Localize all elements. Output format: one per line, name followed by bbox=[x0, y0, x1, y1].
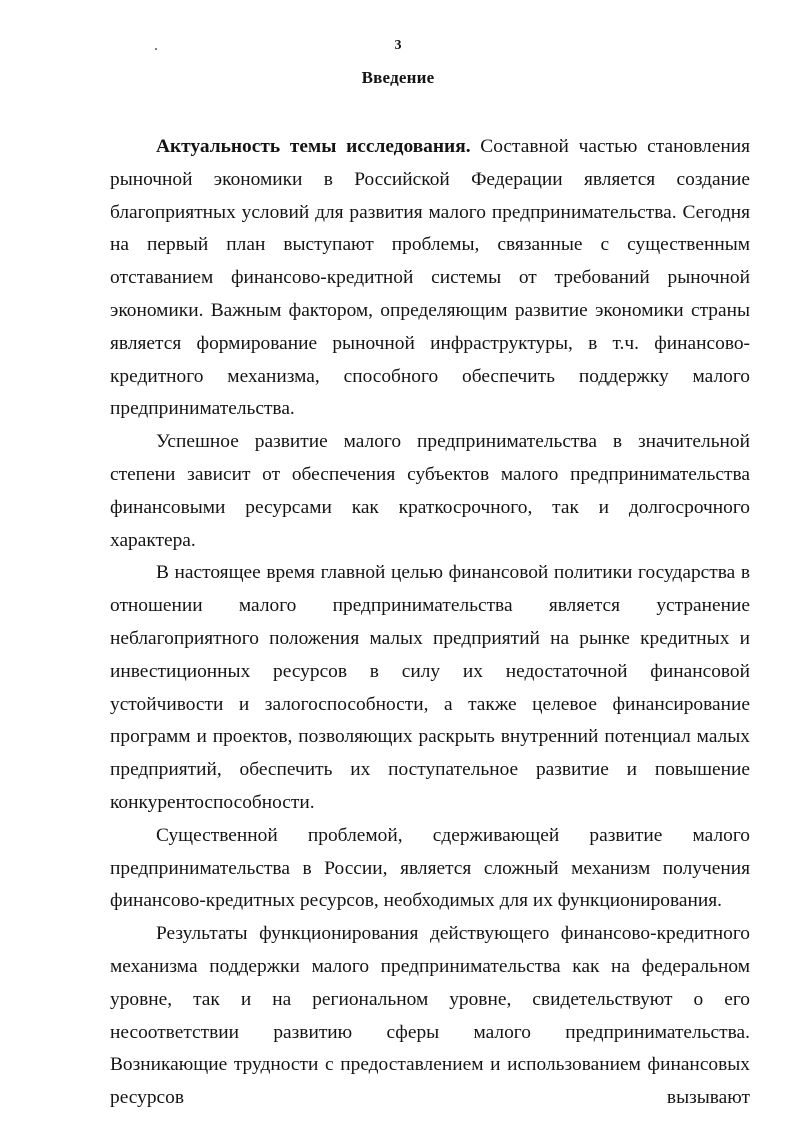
paragraph: В настоящее время главной целью финансовой политики государства в отношении малого предпринимательства является устранение неблагоприятного положения малых предприятий на рынке кредитных и инвестиционных ресурсов в силу их недостаточной финансовой устойчивости и залогоспособности, а также целевое финансирование программ и проектов, позволяющих раскрыть внутренний потенциал малых предприятий, обеспечить их поступательное развитие и повышение конкурентоспособности. bbox=[110, 562, 750, 813]
paragraph: Существенной проблемой, сдерживающей развитие малого предпринимательства в России, является сложный механизм получения финансово-кредитных ресурсов, необходимых для их функционирования. bbox=[110, 824, 750, 912]
paragraph: Результаты функционирования действующего финансово-кредитного механизма поддержки малого предпринимательства как на федеральном уровне, так и на региональном уровне, свидетельствуют о его несоответствии развитию сферы малого предпринимательства. Возникающие трудности с предоставлением и использованием финансовых ресурсов вызывают bbox=[110, 923, 750, 1109]
page-number: 3 bbox=[394, 38, 402, 53]
paragraph: Успешное развитие малого предпринимательства в значительной степени зависит от обеспечения субъектов малого предпринимательства финансовыми ресурсами как краткосрочного, так и долгосрочного характера. bbox=[110, 431, 750, 551]
paragraph-text: Составной частью становления рыночной экономики в Российской Федерации является создание благоприятных условий для развития малого предпринимательства. Сегодня на первый план выступают проблемы, связанные с существенным отставанием финансово-кредитной системы от требований рыночной экономики. Важным фактором, определяющим развитие экономики страны является формирование рыночной инфраструктуры, в т.ч. финансово-кредитного механизма, способного обеспечить поддержку малого предпринимательства. bbox=[110, 136, 751, 420]
section-heading: Введение bbox=[361, 68, 435, 87]
paragraph-lead: Актуальность темы исследования. bbox=[156, 136, 471, 157]
paragraph-relevance bbox=[110, 131, 750, 426]
body-text bbox=[110, 131, 750, 1115]
